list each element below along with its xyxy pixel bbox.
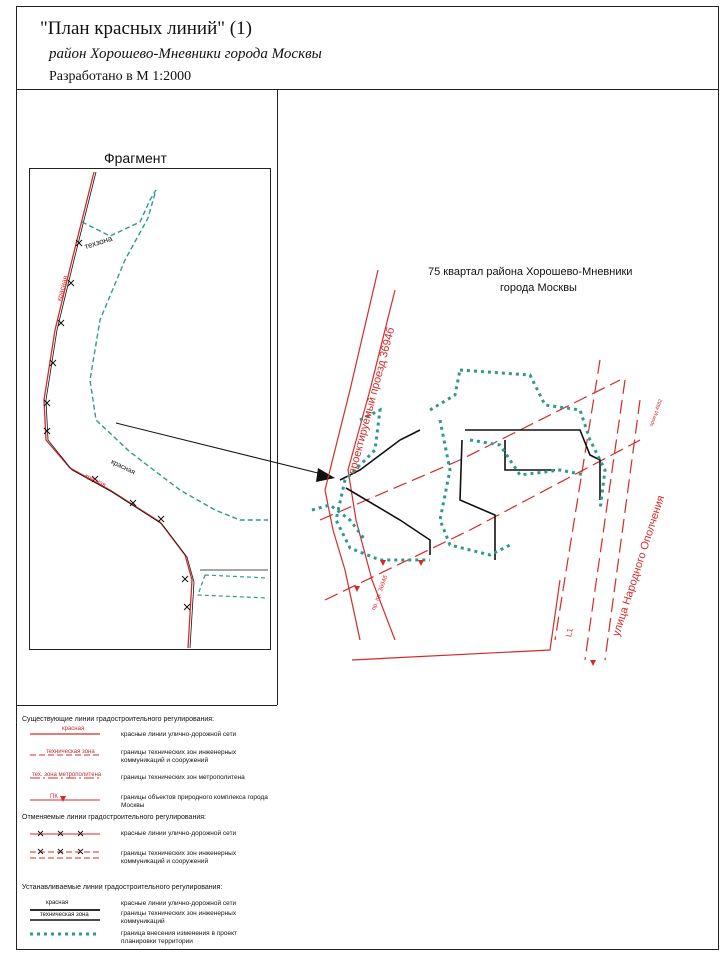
legend-cancelled-heading: Отменяемые линии градостроительного регулирования:	[22, 814, 206, 821]
fragment-teal-road	[198, 575, 268, 598]
fragment-black-line	[46, 172, 194, 648]
area-title-1: 75 квартал района Хорошево-Мневники	[428, 266, 633, 278]
scale-note: Разработано в М 1:2000	[49, 69, 192, 84]
legend-existing-heading: Существующие линии градостроительного регулирования:	[22, 716, 215, 723]
fragment-red-line	[44, 172, 192, 648]
legend-new-techzone: границы технических зон инженерных коммуникаций	[121, 910, 237, 925]
fragment-label-red-2: красная	[109, 458, 137, 477]
legend-existing-metro: границы технических зон метрополитена	[121, 774, 245, 781]
fragment-label-red: красная	[56, 275, 70, 302]
fragment-label-red-3: красная	[83, 473, 107, 489]
fragment-label-techzone: техзона	[83, 233, 114, 252]
legend-sample-new-red: красная	[46, 900, 69, 906]
street-label-opolchenie: улица Народного Ополчения	[610, 494, 668, 638]
legend-sample-new-techzone: техническая зона	[40, 912, 89, 918]
legend-existing-red: красные линии улично-дорожной сети	[121, 731, 237, 738]
map-marker-l1: L1	[564, 627, 575, 638]
legend-existing-techzone: границы технических зон инженерных коммуникаций и сооружений	[121, 749, 237, 764]
pointer-arrow	[116, 423, 330, 476]
street-label-small-2: проезд 4882	[648, 398, 664, 428]
legend-new-heading: Устанавливаемые линии градостроительного регулирования:	[22, 884, 223, 891]
legend-sample-metro: тех. зона метрополитена	[32, 772, 102, 778]
area-title-2: города Москвы	[500, 282, 577, 294]
page-subtitle: район Хорошево-Мневники города Москвы	[49, 46, 322, 62]
legend-sample-red: красная	[62, 726, 85, 732]
fragment-title: Фрагмент	[104, 150, 167, 166]
triangle-markers	[354, 560, 596, 666]
fragment-crosses	[44, 240, 190, 610]
legend-new-boundary: граница внесения изменения в проект планировки территории	[121, 930, 237, 945]
page-title: "План красных линий" (1)	[40, 18, 252, 39]
legend-new-red: красные линии улично-дорожной сети	[121, 900, 237, 907]
legend-sample-techzone: техническая зона	[46, 749, 95, 755]
legend-existing-pk: границы объектов природного комплекса города Москвы	[121, 794, 268, 809]
legend-cancelled-techzone: границы технических зон инженерных коммуникаций и сооружений	[121, 850, 237, 865]
legend-sample-pk: ПК	[50, 794, 58, 800]
street-label-proezd: проектируемый проезд 3694б	[346, 326, 398, 476]
street-label-small: пр. пр. 3694б	[371, 574, 390, 612]
legend-cancelled-red: красные линии улично-дорожной сети	[121, 830, 237, 837]
pointer-arrowhead	[316, 468, 335, 482]
